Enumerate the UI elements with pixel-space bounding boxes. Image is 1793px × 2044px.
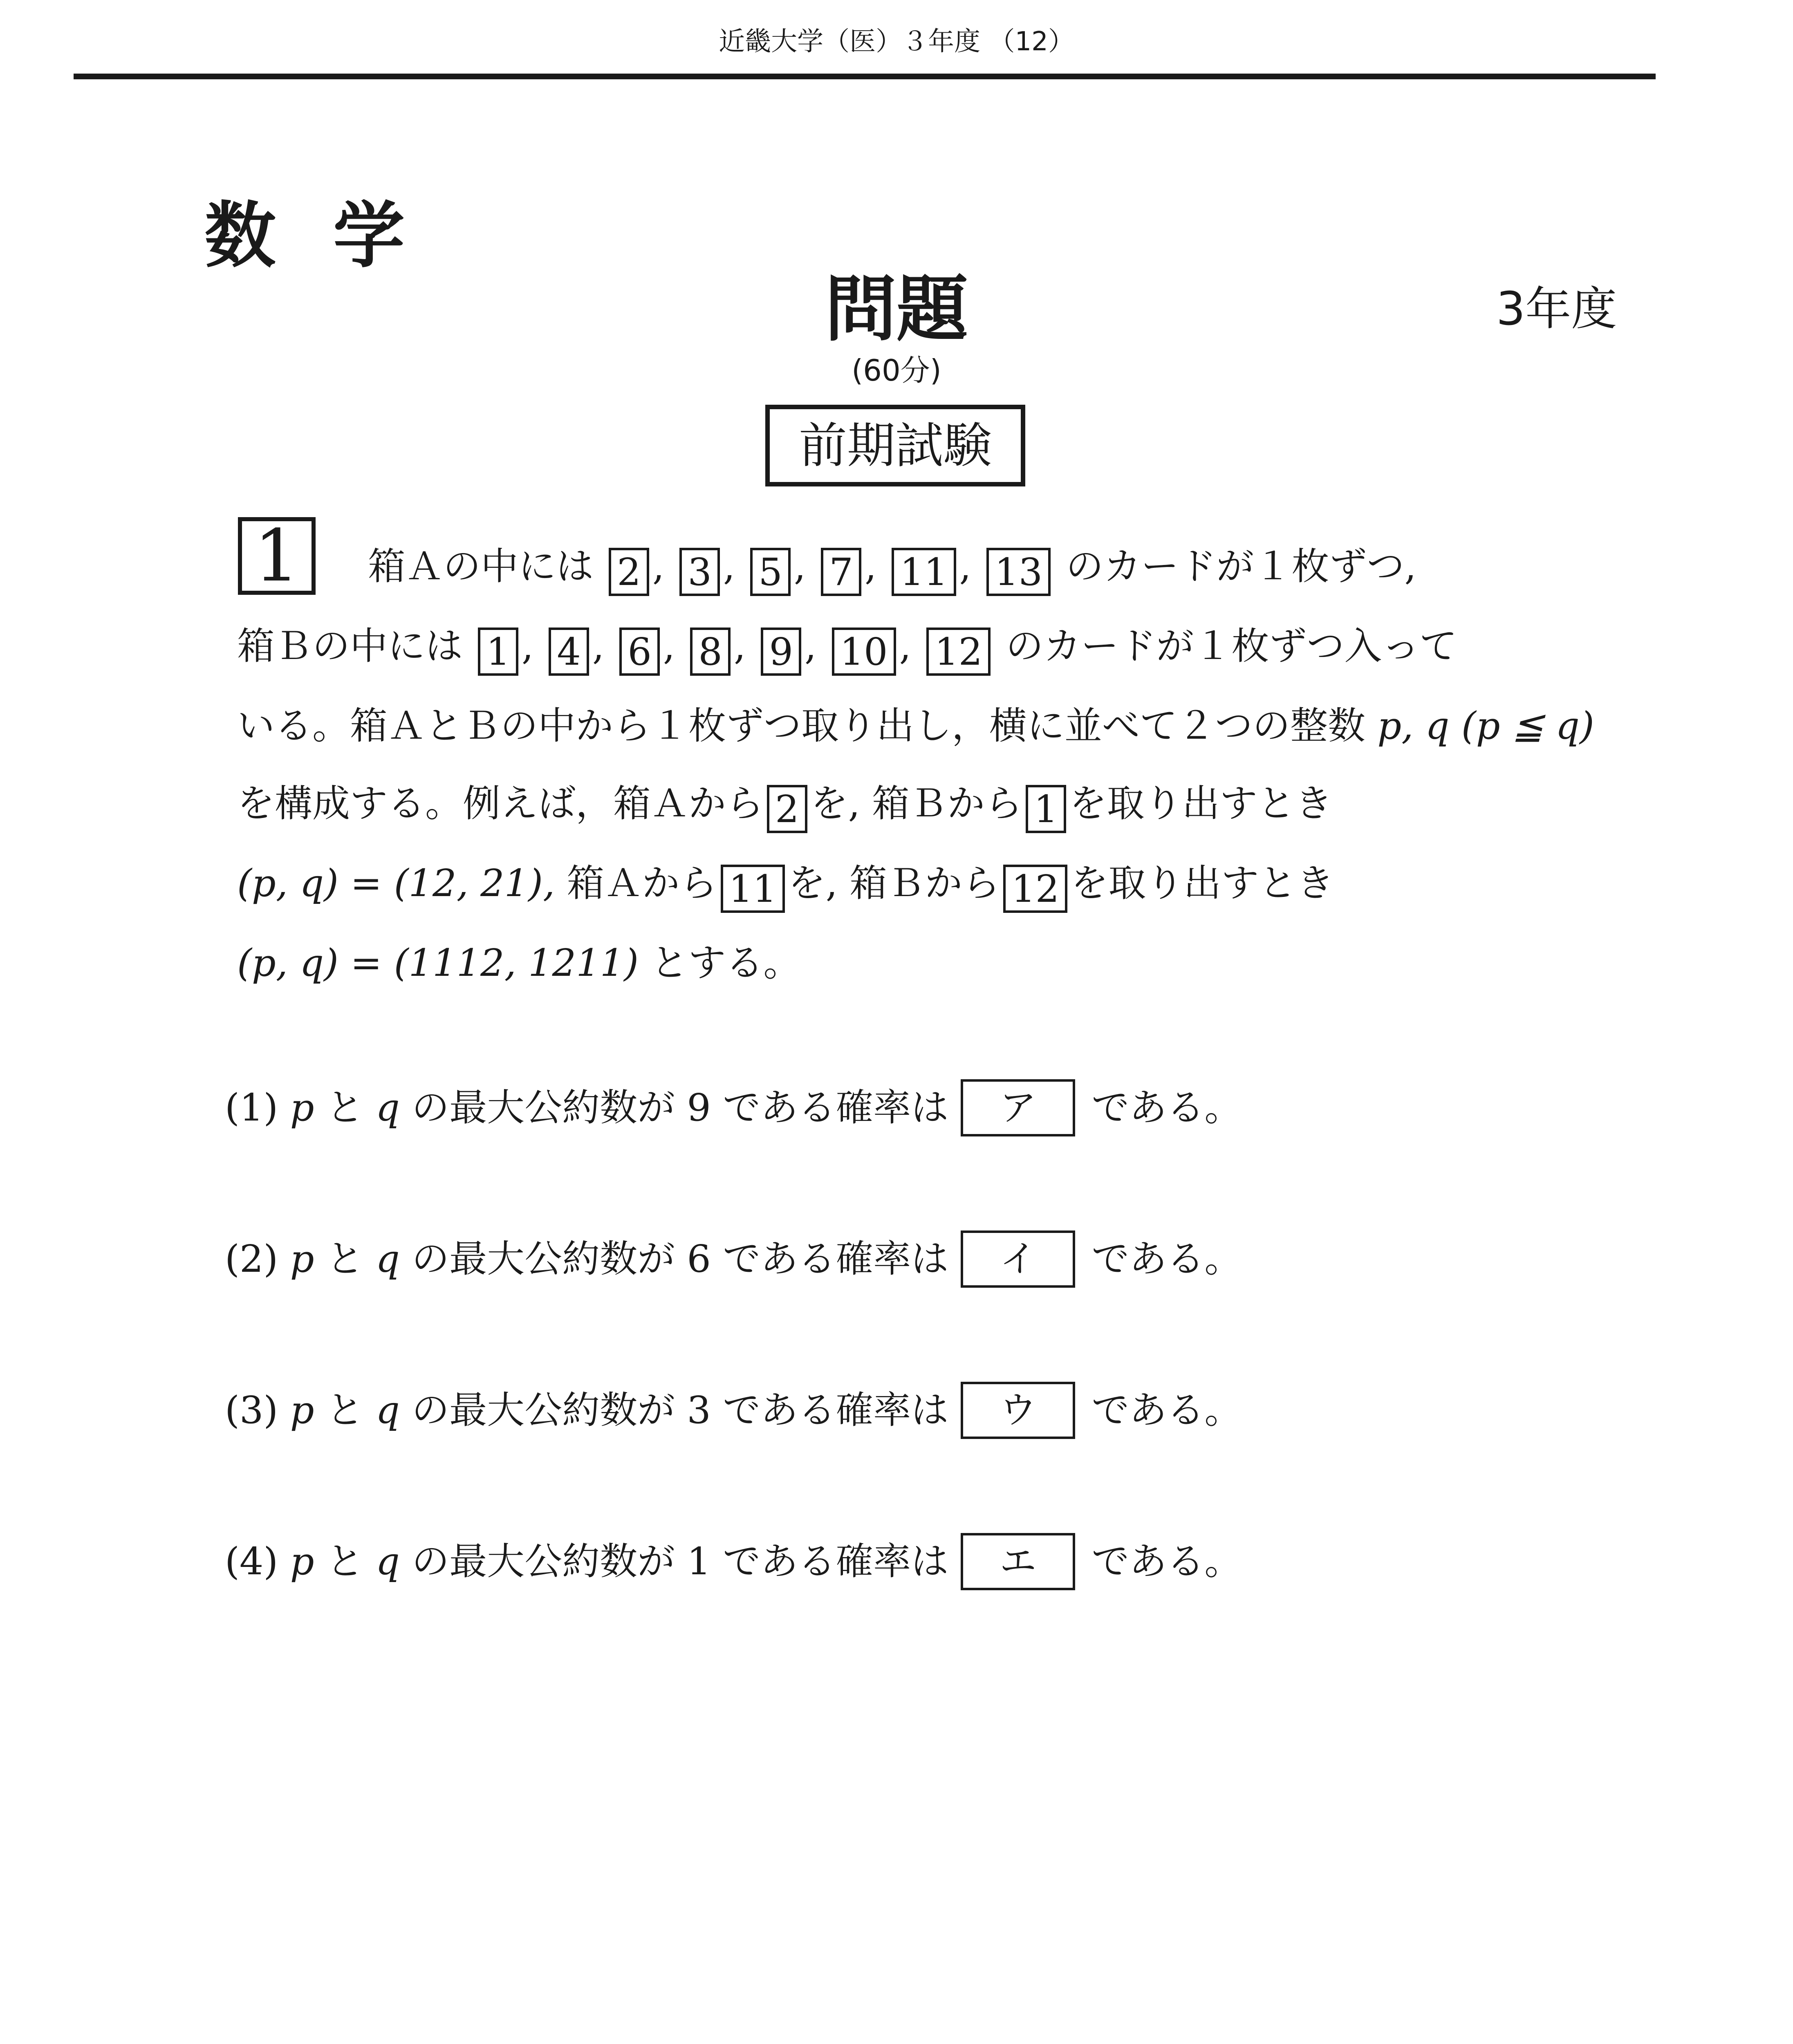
text-post: である。 bbox=[1091, 1086, 1242, 1130]
header-text: 近畿大学（医）３年度 （12） bbox=[719, 27, 1074, 57]
line3-text: いる。箱ＡとＢの中から１枚ずつ取り出し，横に並べて２つの整数 bbox=[237, 704, 1366, 748]
gcd-value: 3 bbox=[687, 1388, 711, 1432]
subquestion-3 bbox=[225, 1382, 1242, 1439]
var-q: q bbox=[376, 1540, 400, 1583]
line2-post: のカードが１枚ずつ入って bbox=[1006, 624, 1457, 668]
var-p: p bbox=[290, 1540, 314, 1583]
card-box: 5 bbox=[750, 548, 791, 596]
line4-c: を取り出すとき bbox=[1069, 782, 1333, 825]
subquestion-2 bbox=[225, 1230, 1242, 1288]
line3-math: p, q (p ≦ q) bbox=[1377, 704, 1594, 748]
answer-label: ア bbox=[1000, 1086, 1037, 1129]
answer-label: ウ bbox=[1000, 1389, 1037, 1432]
exam-type-label: 前期試験 bbox=[798, 417, 992, 474]
year-label: 3年度 bbox=[1496, 282, 1617, 336]
text-post: である。 bbox=[1091, 1237, 1242, 1281]
var-q: q bbox=[376, 1237, 400, 1281]
text-to: と bbox=[326, 1540, 364, 1583]
subject-title: 数学 bbox=[204, 195, 462, 278]
var-q: q bbox=[376, 1388, 400, 1432]
card-box: 13 bbox=[986, 548, 1051, 596]
card-box: 11 bbox=[892, 548, 956, 596]
text-pre: の最大公約数が bbox=[412, 1540, 675, 1583]
line4-b: を, 箱Ｂから bbox=[810, 782, 1023, 825]
subquestion-label: (4) bbox=[225, 1540, 278, 1583]
line5-math: (p, q) = (12, 21), bbox=[237, 861, 555, 905]
line6-math: (p, q) = (1112, 1211) bbox=[237, 941, 639, 985]
problem-line-1: 箱Ａの中には 2 , 3 , 5 , 7 , 11 , 13 のカードが１枚ずつ, bbox=[368, 548, 1416, 596]
answer-box bbox=[961, 1230, 1075, 1288]
line1-pre: 箱Ａの中には bbox=[368, 545, 594, 588]
var-p: p bbox=[290, 1086, 314, 1130]
card-box: 4 bbox=[549, 628, 589, 676]
text-post: である。 bbox=[1091, 1388, 1242, 1432]
duration-label: (60分) bbox=[852, 353, 941, 388]
answer-label: イ bbox=[1000, 1237, 1037, 1280]
card-box: 11 bbox=[721, 865, 785, 913]
card-box: 1 bbox=[1026, 785, 1066, 833]
problem-line-6 bbox=[237, 941, 801, 985]
line4-a: を構成する。例えば，箱Ａから bbox=[237, 782, 764, 825]
text-mid: である確率は bbox=[723, 1086, 949, 1130]
var-p: p bbox=[290, 1237, 314, 1281]
answer-box bbox=[961, 1382, 1075, 1439]
card-box: 1 bbox=[478, 628, 518, 676]
problem-line-3 bbox=[237, 704, 1594, 748]
answer-box bbox=[961, 1079, 1075, 1136]
subquestion-1 bbox=[225, 1079, 1242, 1136]
subquestion-label: (1) bbox=[225, 1086, 278, 1130]
line5-a: 箱Ａから bbox=[567, 861, 717, 905]
card-box: 7 bbox=[821, 548, 861, 596]
text-to: と bbox=[326, 1388, 364, 1432]
line1-post: のカードが１枚ずつ, bbox=[1066, 545, 1416, 588]
text-pre: の最大公約数が bbox=[412, 1237, 675, 1281]
header-rule bbox=[74, 74, 1656, 79]
exam-type-box bbox=[765, 405, 1025, 486]
card-box: 2 bbox=[609, 548, 649, 596]
card-box: 10 bbox=[832, 628, 896, 676]
line6-a: とする。 bbox=[650, 941, 801, 985]
problem-line-4 bbox=[237, 782, 1333, 833]
answer-box bbox=[961, 1533, 1075, 1590]
text-mid: である確率は bbox=[723, 1540, 949, 1583]
subquestion-4 bbox=[225, 1533, 1242, 1590]
text-post: である。 bbox=[1091, 1540, 1242, 1583]
card-box: 8 bbox=[690, 628, 731, 676]
text-mid: である確率は bbox=[723, 1237, 949, 1281]
card-box: 3 bbox=[679, 548, 720, 596]
problem-line-2: 箱Ｂの中には 1 , 4 , 6 , 8 , 9 , 10 , 12 のカードが１枚ずつ入って bbox=[237, 628, 1457, 676]
card-box: 6 bbox=[619, 628, 660, 676]
answer-label: エ bbox=[1000, 1540, 1037, 1583]
text-pre: の最大公約数が bbox=[412, 1086, 675, 1130]
gcd-value: 6 bbox=[687, 1237, 711, 1281]
line2-pre: 箱Ｂの中には bbox=[237, 624, 463, 668]
text-to: と bbox=[326, 1237, 364, 1281]
var-p: p bbox=[290, 1388, 314, 1432]
card-box: 2 bbox=[767, 785, 807, 833]
line5-c: を取り出すとき bbox=[1071, 861, 1334, 905]
subquestion-label: (2) bbox=[225, 1237, 278, 1281]
page-title: 問題 bbox=[825, 268, 968, 351]
subquestion-label: (3) bbox=[225, 1388, 278, 1432]
problem-number: 1 bbox=[254, 514, 300, 598]
gcd-value: 1 bbox=[687, 1540, 711, 1583]
card-box: 9 bbox=[761, 628, 801, 676]
line5-b: を, 箱Ｂから bbox=[788, 861, 1000, 905]
problem-line-5 bbox=[237, 861, 1334, 913]
var-q: q bbox=[376, 1086, 400, 1130]
text-to: と bbox=[326, 1086, 364, 1130]
card-box: 12 bbox=[1003, 865, 1067, 913]
card-box: 12 bbox=[926, 628, 991, 676]
gcd-value: 9 bbox=[687, 1086, 711, 1130]
text-pre: の最大公約数が bbox=[412, 1388, 675, 1432]
problem-number-box bbox=[238, 514, 316, 598]
text-mid: である確率は bbox=[723, 1388, 949, 1432]
